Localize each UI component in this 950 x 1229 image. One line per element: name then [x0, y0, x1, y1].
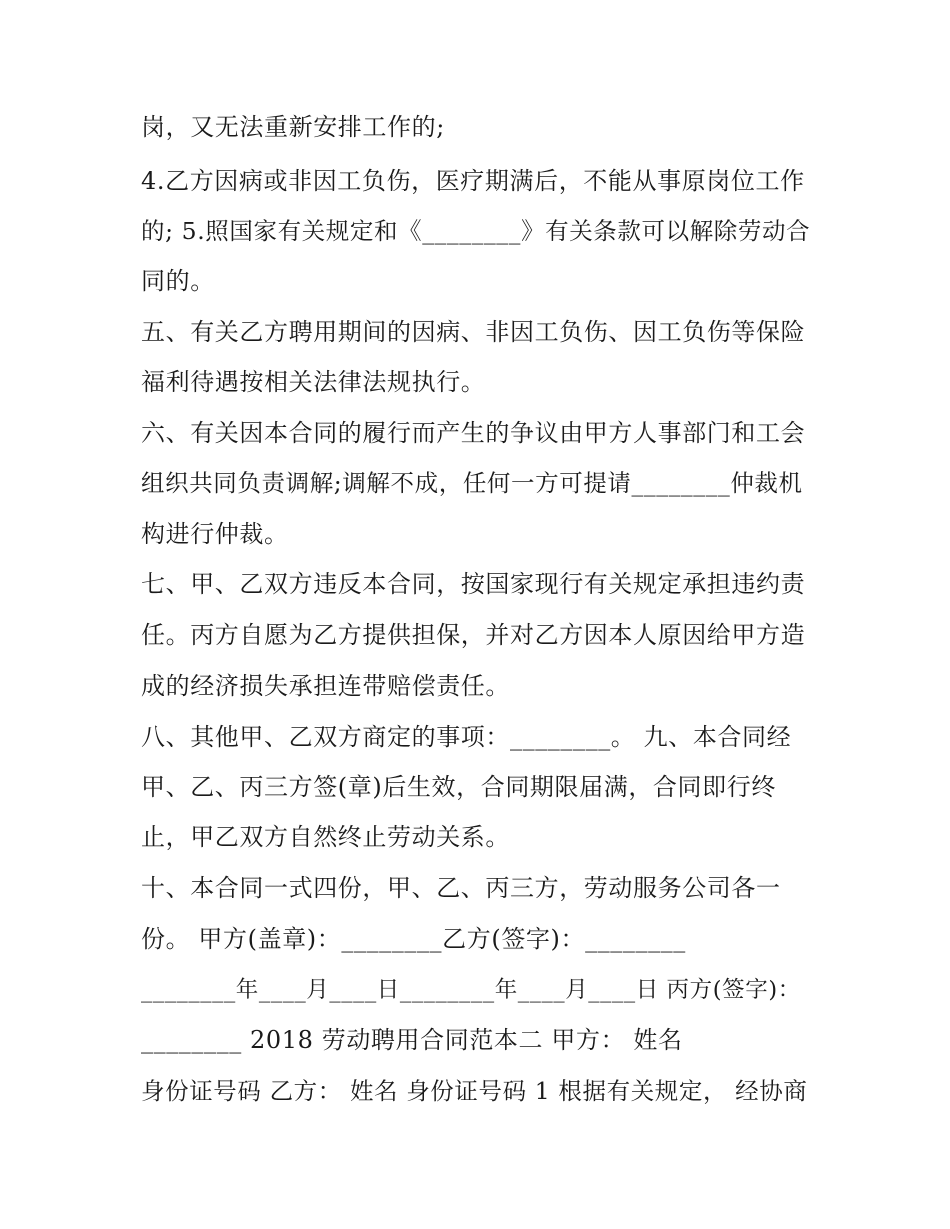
text-line: 的; 5.照国家有关规定和《________》有关条款可以解除劳动合: [141, 217, 811, 245]
text-line: 份。 甲方(盖章)：________乙方(签字)：________: [141, 925, 686, 953]
text-line: 任。丙方自愿为乙方提供担保，并对乙方因本人原因给甲方造: [141, 621, 806, 649]
text-line: 六、有关因本合同的履行而产生的争议由甲方人事部门和工会: [141, 419, 806, 447]
text-line: 止，甲乙双方自然终止劳动关系。: [141, 823, 510, 851]
text-line: 五、有关乙方聘用期间的因病、非因工负伤、因工负伤等保险: [141, 318, 806, 346]
text-line: 构进行仲裁。: [141, 520, 289, 548]
text-line: 七、甲、乙双方违反本合同，按国家现行有关规定承担违约责: [141, 570, 806, 598]
text-line: 八、其他甲、乙双方商定的事项：________。 九、本合同经: [141, 723, 792, 751]
text-line: 身份证号码 乙方： 姓名 身份证号码 1 根据有关规定， 经协商: [141, 1077, 808, 1105]
text-line: 十、本合同一式四份，甲、乙、丙三方，劳动服务公司各一: [141, 874, 781, 902]
text-line: 甲、乙、丙三方签(章)后生效，合同期限届满，合同即行终: [141, 773, 776, 801]
text-line: ________ 2018 劳动聘用合同范本二 甲方： 姓名: [141, 1026, 683, 1054]
text-line: ________年____月____日________年____月____日 丙方(签字)：: [141, 977, 801, 1003]
text-line: 4.乙方因病或非因工负伤，医疗期满后，不能从事原岗位工作: [141, 167, 805, 195]
text-line: 福利待遇按相关法律法规执行。: [141, 368, 486, 396]
text-line: 组织共同负责调解;调解不成，任何一方可提请________仲裁机: [141, 469, 803, 497]
text-line: 成的经济损失承担连带赔偿责任。: [141, 672, 510, 700]
text-line: 同的。: [141, 267, 215, 295]
text-line: 岗，又无法重新安排工作的;: [141, 113, 445, 141]
